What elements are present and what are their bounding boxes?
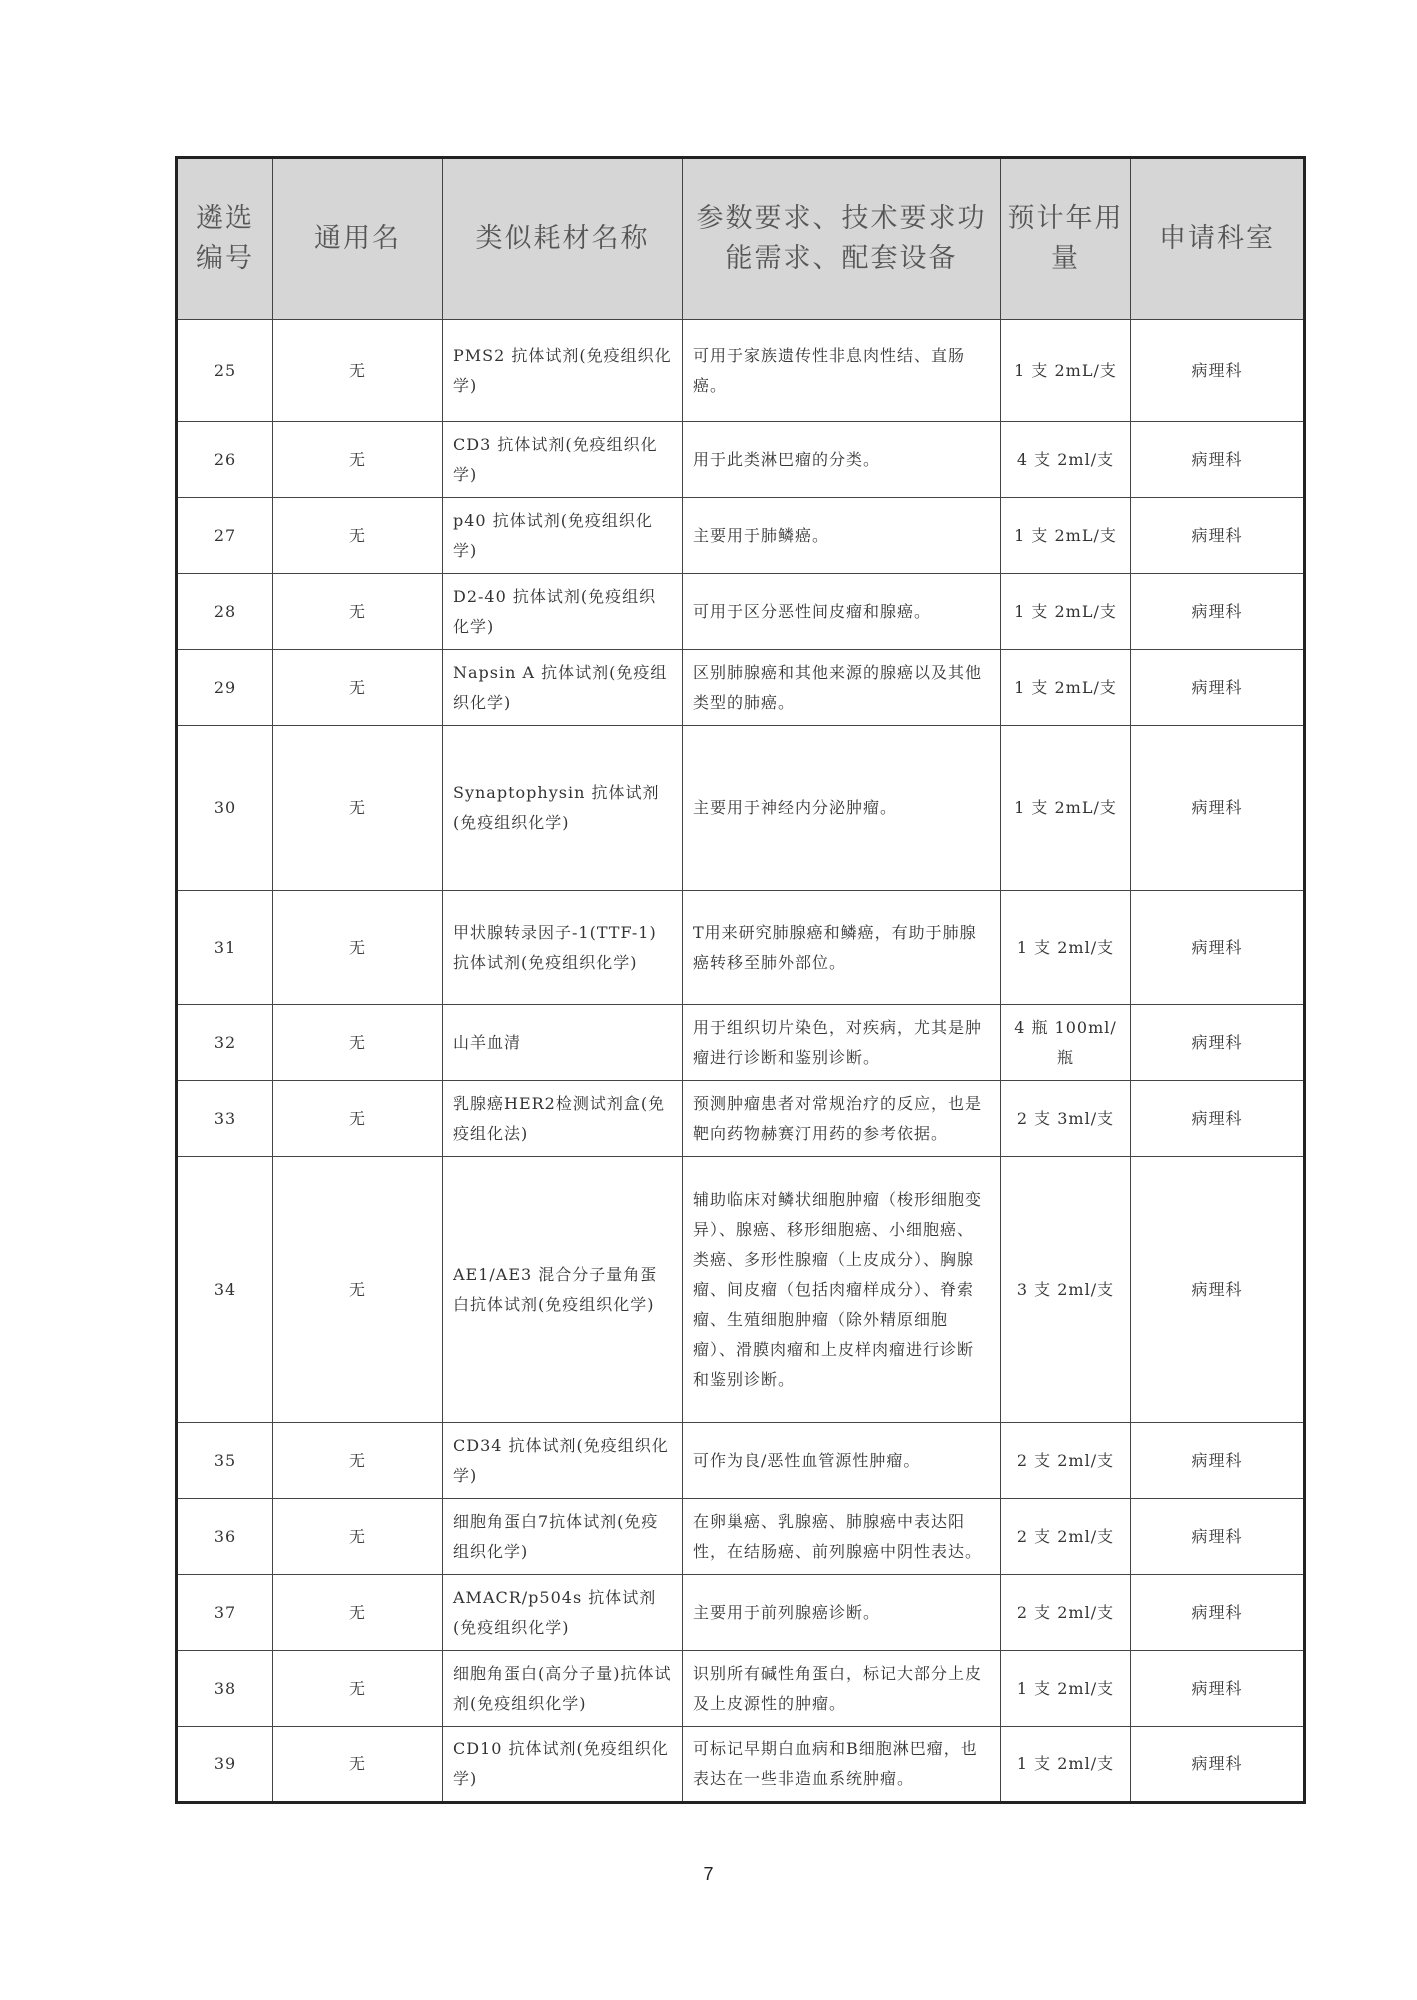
- requirements-cell: 可用于区分恶性间皮瘤和腺癌。: [683, 574, 1001, 650]
- annual-usage-cell: 1 支 2mL/支: [1001, 726, 1131, 891]
- selection-number-cell: 25: [177, 320, 273, 422]
- consumables-table: [175, 156, 1306, 1804]
- selection-number-cell: 29: [177, 650, 273, 726]
- generic-name-cell: 无: [273, 320, 443, 422]
- selection-number-cell: 38: [177, 1651, 273, 1727]
- department-cell: 病理科: [1131, 891, 1305, 1005]
- requirements-cell: 用于此类淋巴瘤的分类。: [683, 422, 1001, 498]
- generic-name-cell: 无: [273, 1499, 443, 1575]
- selection-number-cell: 32: [177, 1005, 273, 1081]
- table-row: [177, 1081, 1305, 1157]
- requirements-cell: 预测肿瘤患者对常规治疗的反应，也是靶向药物赫赛汀用药的参考依据。: [683, 1081, 1001, 1157]
- requirements-cell: 区别肺腺癌和其他来源的腺癌以及其他类型的肺癌。: [683, 650, 1001, 726]
- similar-name-cell: 细胞角蛋白(高分子量)抗体试剂(免疫组织化学): [443, 1651, 683, 1727]
- selection-number-cell: 39: [177, 1727, 273, 1803]
- department-cell: 病理科: [1131, 320, 1305, 422]
- table-row: [177, 650, 1305, 726]
- annual-usage-cell: 1 支 2mL/支: [1001, 498, 1131, 574]
- generic-name-cell: 无: [273, 574, 443, 650]
- requirements-cell: 识别所有碱性角蛋白，标记大部分上皮及上皮源性的肿瘤。: [683, 1651, 1001, 1727]
- similar-name-cell: p40 抗体试剂(免疫组织化学): [443, 498, 683, 574]
- table-row: [177, 422, 1305, 498]
- table-row: [177, 726, 1305, 891]
- generic-name-cell: 无: [273, 422, 443, 498]
- selection-number-cell: 26: [177, 422, 273, 498]
- annual-usage-cell: 1 支 2mL/支: [1001, 650, 1131, 726]
- requirements-cell: 可标记早期白血病和B细胞淋巴瘤，也表达在一些非造血系统肿瘤。: [683, 1727, 1001, 1803]
- selection-number-cell: 28: [177, 574, 273, 650]
- annual-usage-cell: 2 支 2ml/支: [1001, 1423, 1131, 1499]
- generic-name-cell: 无: [273, 1575, 443, 1651]
- selection-number-cell: 30: [177, 726, 273, 891]
- department-cell: 病理科: [1131, 1157, 1305, 1423]
- table-row: [177, 320, 1305, 422]
- table-row: [177, 891, 1305, 1005]
- department-cell: 病理科: [1131, 574, 1305, 650]
- similar-name-cell: CD34 抗体试剂(免疫组织化学): [443, 1423, 683, 1499]
- department-cell: 病理科: [1131, 650, 1305, 726]
- annual-usage-cell: 4 支 2ml/支: [1001, 422, 1131, 498]
- selection-number-cell: 35: [177, 1423, 273, 1499]
- header-applying-department: 申请科室: [1131, 158, 1305, 320]
- selection-number-cell: 31: [177, 891, 273, 1005]
- annual-usage-cell: 4 瓶 100ml/瓶: [1001, 1005, 1131, 1081]
- generic-name-cell: 无: [273, 1157, 443, 1423]
- table-header-row: [177, 158, 1305, 320]
- table-row: [177, 574, 1305, 650]
- generic-name-cell: 无: [273, 1727, 443, 1803]
- requirements-cell: 辅助临床对鳞状细胞肿瘤（梭形细胞变异）、腺癌、移形细胞癌、小细胞癌、类癌、多形性腺瘤（上皮成分）、胸腺瘤、间皮瘤（包括肉瘤样成分）、脊索瘤、生殖细胞肿瘤（除外精原细胞瘤）、滑膜肉瘤和上皮样肉瘤进行诊断和鉴别诊断。: [683, 1157, 1001, 1423]
- similar-name-cell: CD3 抗体试剂(免疫组织化学): [443, 422, 683, 498]
- annual-usage-cell: 1 支 2ml/支: [1001, 891, 1131, 1005]
- department-cell: 病理科: [1131, 1651, 1305, 1727]
- similar-name-cell: D2-40 抗体试剂(免疫组织化学): [443, 574, 683, 650]
- annual-usage-cell: 1 支 2mL/支: [1001, 320, 1131, 422]
- requirements-cell: 可用于家族遗传性非息肉性结、直肠癌。: [683, 320, 1001, 422]
- annual-usage-cell: 2 支 2ml/支: [1001, 1575, 1131, 1651]
- table-row: [177, 1423, 1305, 1499]
- generic-name-cell: 无: [273, 1423, 443, 1499]
- table-row: [177, 1651, 1305, 1727]
- requirements-cell: T用来研究肺腺癌和鳞癌，有助于肺腺癌转移至肺外部位。: [683, 891, 1001, 1005]
- similar-name-cell: CD10 抗体试剂(免疫组织化学): [443, 1727, 683, 1803]
- generic-name-cell: 无: [273, 498, 443, 574]
- generic-name-cell: 无: [273, 1081, 443, 1157]
- similar-name-cell: 细胞角蛋白7抗体试剂(免疫组织化学): [443, 1499, 683, 1575]
- similar-name-cell: AE1/AE3 混合分子量角蛋白抗体试剂(免疫组织化学): [443, 1157, 683, 1423]
- generic-name-cell: 无: [273, 726, 443, 891]
- table-row: [177, 1575, 1305, 1651]
- annual-usage-cell: 2 支 2ml/支: [1001, 1499, 1131, 1575]
- similar-name-cell: 乳腺癌HER2检测试剂盒(免疫组化法): [443, 1081, 683, 1157]
- requirements-cell: 主要用于神经内分泌肿瘤。: [683, 726, 1001, 891]
- department-cell: 病理科: [1131, 1575, 1305, 1651]
- generic-name-cell: 无: [273, 1651, 443, 1727]
- generic-name-cell: 无: [273, 1005, 443, 1081]
- department-cell: 病理科: [1131, 1499, 1305, 1575]
- table-row: [177, 498, 1305, 574]
- annual-usage-cell: 1 支 2ml/支: [1001, 1651, 1131, 1727]
- requirements-cell: 可作为良/恶性血管源性肿瘤。: [683, 1423, 1001, 1499]
- selection-number-cell: 33: [177, 1081, 273, 1157]
- selection-number-cell: 37: [177, 1575, 273, 1651]
- requirements-cell: 在卵巢癌、乳腺癌、肺腺癌中表达阳性，在结肠癌、前列腺癌中阴性表达。: [683, 1499, 1001, 1575]
- department-cell: 病理科: [1131, 726, 1305, 891]
- department-cell: 病理科: [1131, 1005, 1305, 1081]
- generic-name-cell: 无: [273, 891, 443, 1005]
- selection-number-cell: 27: [177, 498, 273, 574]
- table-row: [177, 1157, 1305, 1423]
- table-body: [177, 320, 1305, 1803]
- page-number: 7: [703, 1864, 714, 1884]
- header-similar-consumable-name: 类似耗材名称: [443, 158, 683, 320]
- similar-name-cell: AMACR/p504s 抗体试剂(免疫组织化学): [443, 1575, 683, 1651]
- department-cell: 病理科: [1131, 422, 1305, 498]
- similar-name-cell: 山羊血清: [443, 1005, 683, 1081]
- selection-number-cell: 36: [177, 1499, 273, 1575]
- requirements-cell: 用于组织切片染色，对疾病，尤其是肿瘤进行诊断和鉴别诊断。: [683, 1005, 1001, 1081]
- department-cell: 病理科: [1131, 1727, 1305, 1803]
- requirements-cell: 主要用于前列腺癌诊断。: [683, 1575, 1001, 1651]
- department-cell: 病理科: [1131, 1423, 1305, 1499]
- header-annual-usage: 预计年用量: [1001, 158, 1131, 320]
- generic-name-cell: 无: [273, 650, 443, 726]
- similar-name-cell: 甲状腺转录因子-1(TTF-1)抗体试剂(免疫组织化学): [443, 891, 683, 1005]
- annual-usage-cell: 3 支 2ml/支: [1001, 1157, 1131, 1423]
- header-requirements: 参数要求、技术要求功能需求、配套设备: [683, 158, 1001, 320]
- annual-usage-cell: 1 支 2ml/支: [1001, 1727, 1131, 1803]
- similar-name-cell: Napsin A 抗体试剂(免疫组织化学): [443, 650, 683, 726]
- department-cell: 病理科: [1131, 1081, 1305, 1157]
- table-row: [177, 1499, 1305, 1575]
- table-row: [177, 1727, 1305, 1803]
- similar-name-cell: Synaptophysin 抗体试剂(免疫组织化学): [443, 726, 683, 891]
- annual-usage-cell: 1 支 2mL/支: [1001, 574, 1131, 650]
- annual-usage-cell: 2 支 3ml/支: [1001, 1081, 1131, 1157]
- table-row: [177, 1005, 1305, 1081]
- header-generic-name: 通用名: [273, 158, 443, 320]
- department-cell: 病理科: [1131, 498, 1305, 574]
- similar-name-cell: PMS2 抗体试剂(免疫组织化学): [443, 320, 683, 422]
- requirements-cell: 主要用于肺鳞癌。: [683, 498, 1001, 574]
- selection-number-cell: 34: [177, 1157, 273, 1423]
- header-selection-number: 遴选编号: [177, 158, 273, 320]
